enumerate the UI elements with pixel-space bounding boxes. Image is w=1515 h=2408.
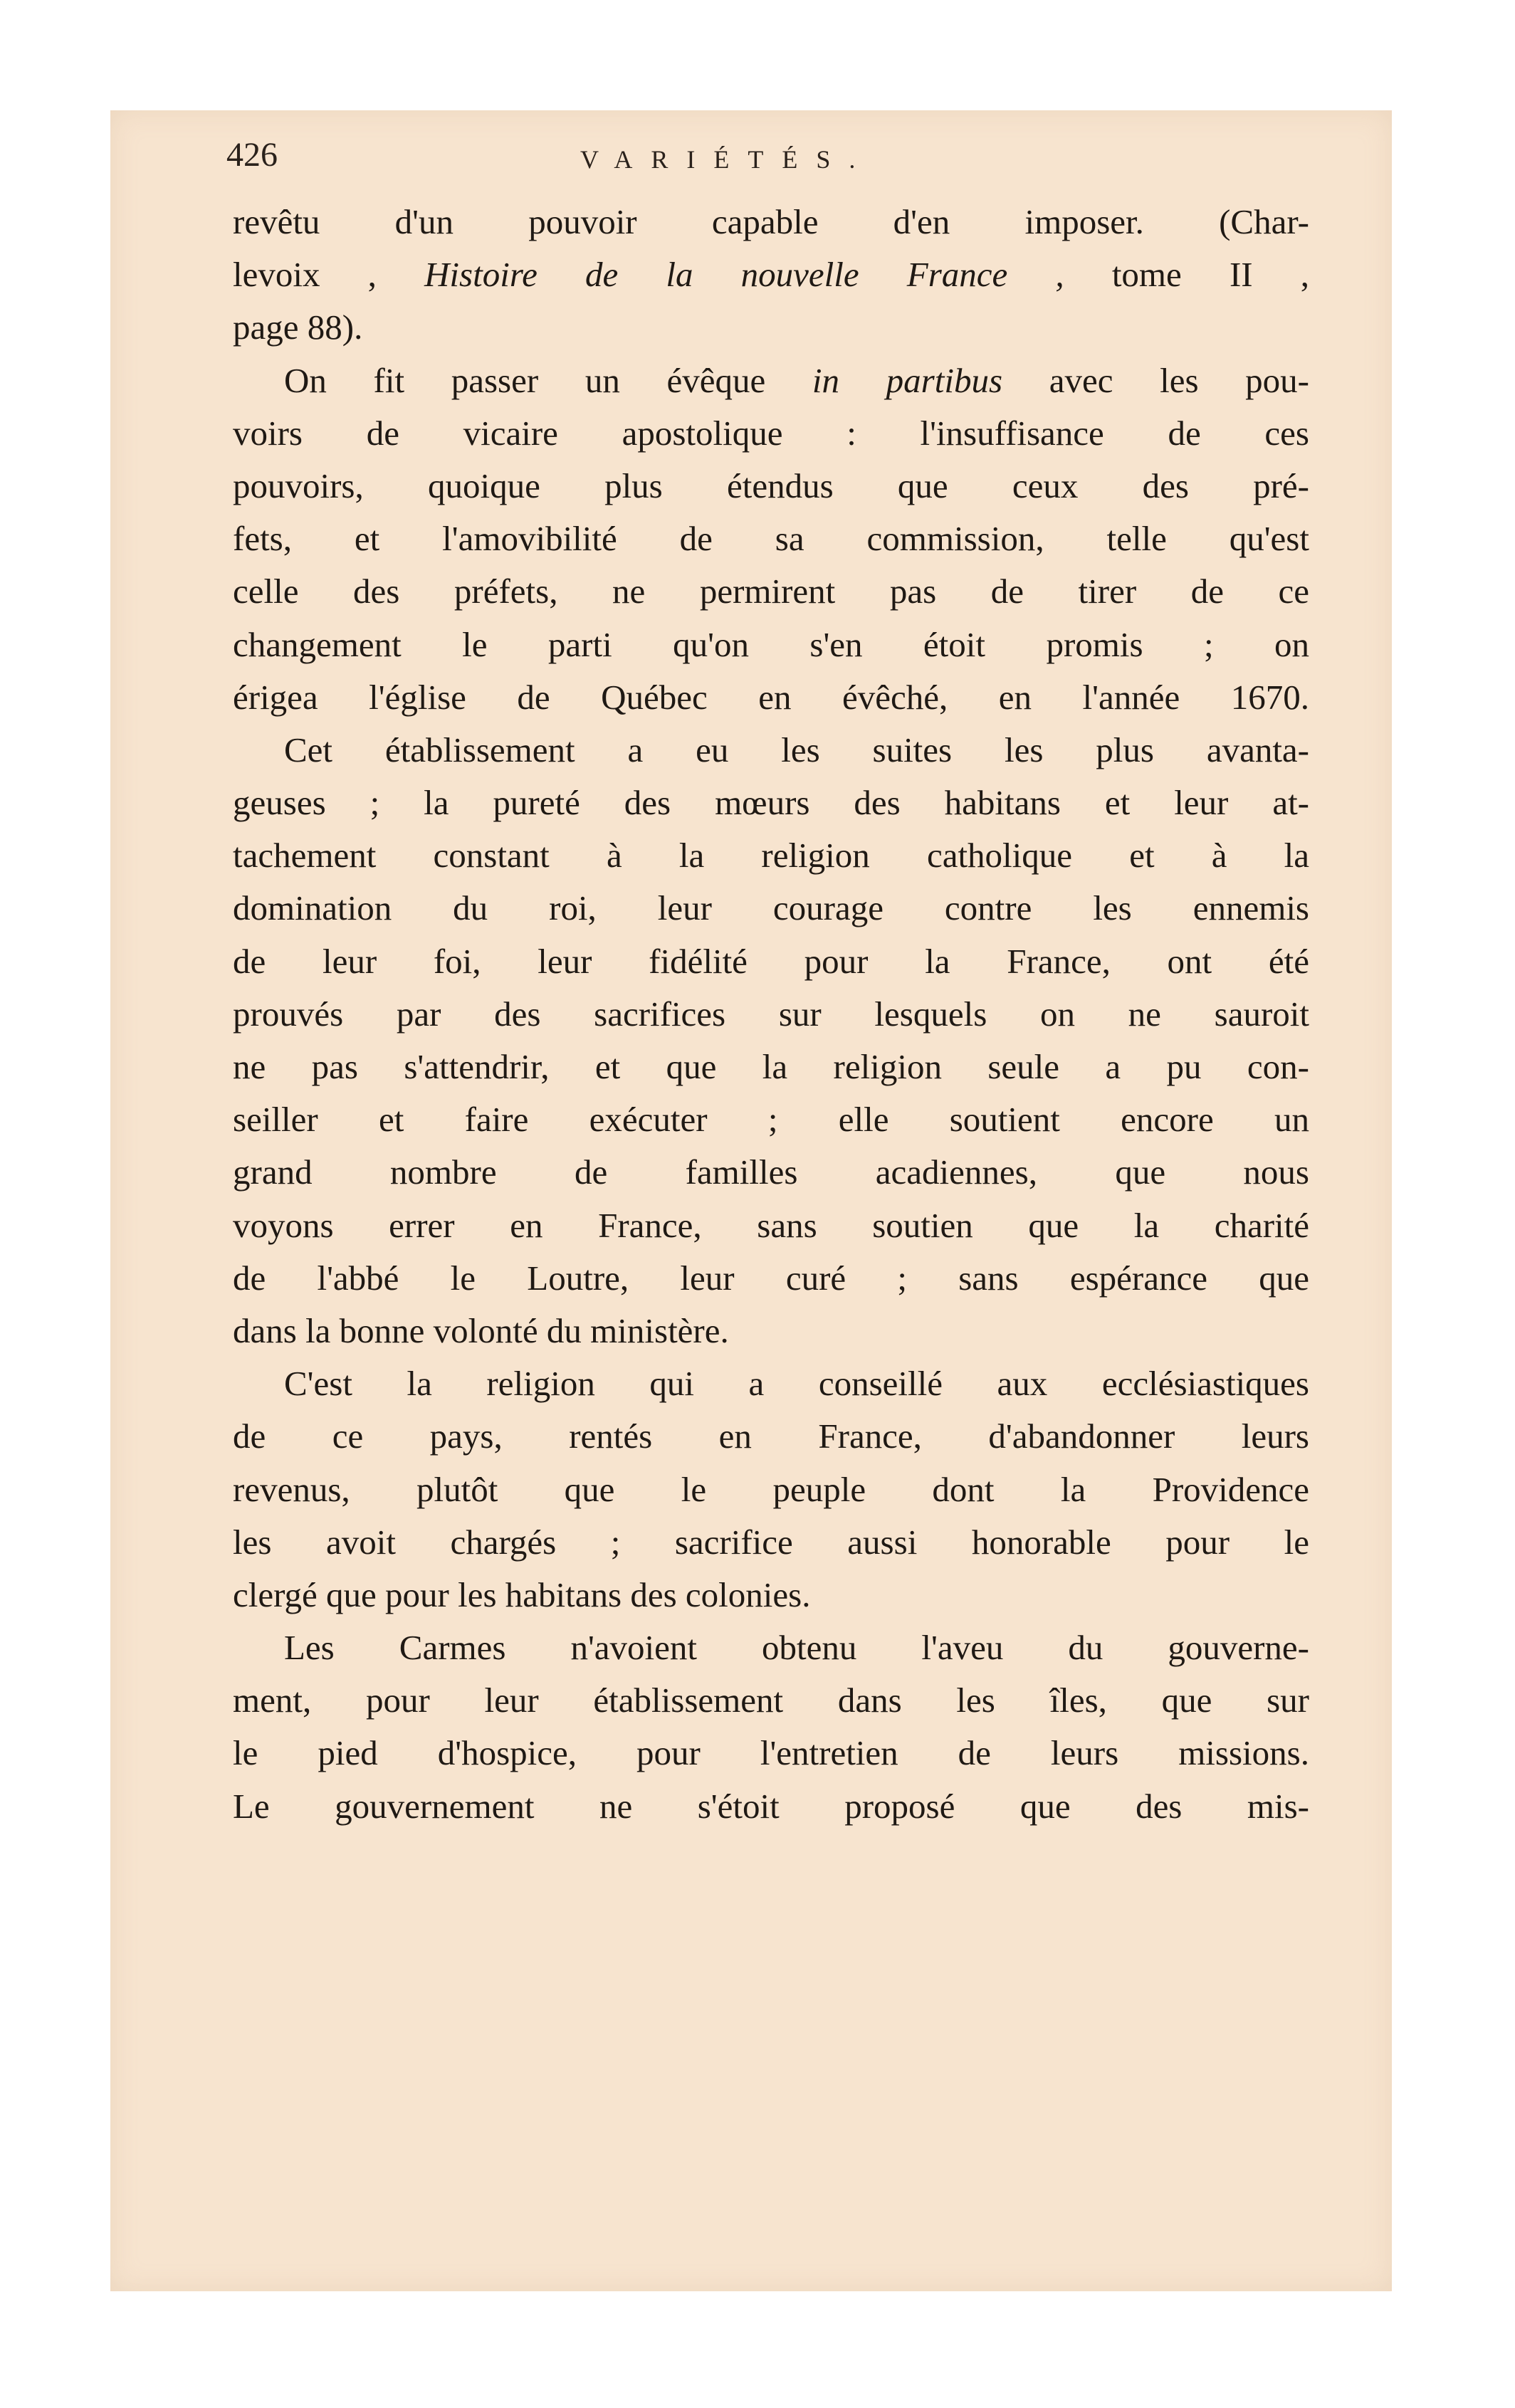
text-line: fets, et l'amovibilité de sa commission, telle qu'est [233,519,1309,559]
text-line: tachement constant à la religion catholique et à la [233,836,1309,876]
text-line: ment, pour leur établissement dans les îles, que sur [233,1681,1309,1720]
text-line: geuses ; la pureté des mœurs des habitans et leur at- [233,783,1309,823]
text-line: Cet établissement a eu les suites les plus avanta- [284,730,1309,769]
text-line: de leur foi, leur fidélité pour la France, ont été [233,941,1309,981]
text-line: On fit passer un évêque in partibus avec les pou- [284,360,1309,400]
text-line: le pied d'hospice, pour l'entretien de leurs missions. [233,1733,1309,1773]
text-line: celle des préfets, ne permirent pas de tirer de ce [233,572,1309,611]
latin-phrase: in partibus [812,360,1003,400]
text-line: Les Carmes n'avoient obtenu l'aveu du gouverne- [284,1628,1309,1668]
running-title: VARIÉTÉS. [580,145,874,174]
text-line: érigea l'église de Québec en évêché, en l'année 1670. [233,677,1309,717]
text-line: pouvoirs, quoique plus étendus que ceux des pré- [233,466,1309,505]
text-line: prouvés par des sacrifices sur lesquels on ne sauroit [233,994,1309,1034]
text-line: page 88). [233,307,363,347]
text-line: revenus, plutôt que le peuple dont la Providence [233,1469,1309,1509]
body-text [233,196,1309,1833]
text-line: domination du roi, leur courage contre les ennemis [233,888,1309,928]
text-line: seiller et faire exécuter ; elle soutient encore un [233,1100,1309,1140]
text-line: ne pas s'attendrir, et que la religion seule a pu con- [233,1047,1309,1086]
text-line: voirs de vicaire apostolique : l'insuffisance de ces [233,413,1309,453]
text-line: levoix , Histoire de la nouvelle France , tome II , [233,255,1309,295]
text-line: revêtu d'un pouvoir capable d'en imposer. (Char- [233,202,1309,241]
text-line: C'est la religion qui a conseillé aux ecclésiastiques [284,1364,1309,1404]
text-line: Le gouvernement ne s'étoit proposé que des mis- [233,1786,1309,1826]
text-line: grand nombre de familles acadiennes, que nous [233,1152,1309,1192]
text-line: voyons errer en France, sans soutien que la charité [233,1205,1309,1245]
text-line: de ce pays, rentés en France, d'abandonner leurs [233,1416,1309,1456]
text-line: dans la bonne volonté du ministère. [233,1310,729,1350]
book-title: Histoire de la nouvelle France , [424,255,1064,295]
page-number: 426 [226,136,278,174]
text-line: changement le parti qu'on s'en étoit promis ; on [233,624,1309,664]
text-line: les avoit chargés ; sacrifice aussi honorable pour le [233,1522,1309,1562]
text-line: clergé que pour les habitans des colonies. [233,1574,811,1614]
text-line: de l'abbé le Loutre, leur curé ; sans espérance que [233,1258,1309,1298]
